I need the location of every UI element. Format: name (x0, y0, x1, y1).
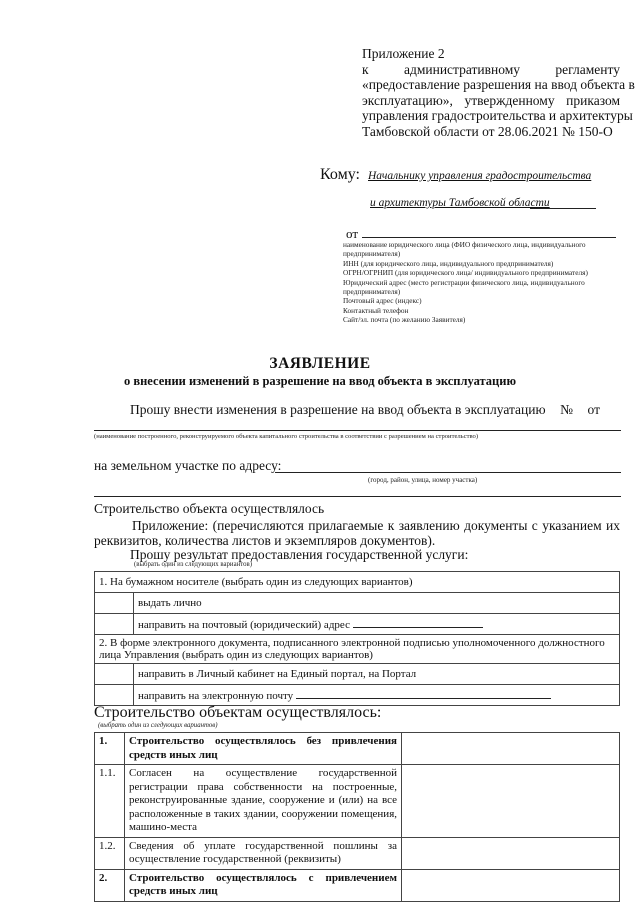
table-row (95, 572, 620, 593)
objects-row-number: 1.1. (95, 765, 125, 838)
recipient-value-line2[interactable]: и архитектуры Тамбовской области (370, 197, 550, 209)
table-row[interactable] (95, 685, 620, 706)
sender-hints (343, 240, 616, 325)
annex-word: эксплуатацию», (362, 92, 453, 108)
result-checkbox[interactable] (95, 593, 134, 614)
sender-field[interactable] (362, 237, 616, 238)
table-row[interactable] (95, 733, 620, 765)
annex-word: утвержденному (464, 92, 555, 108)
table-row[interactable] (95, 869, 620, 901)
result-option-label: направить на электронную почту (138, 689, 294, 702)
request-line (130, 402, 600, 418)
table-row[interactable] (95, 614, 620, 635)
objects-row-text: Строительство осуществлялось с привлечением средств иных лиц (125, 869, 402, 901)
request-number-label: № (560, 402, 573, 417)
annex-line: Тамбовской области от 28.06.2021 № 150-О (362, 123, 613, 139)
annex-line (362, 62, 620, 78)
land-address-hint: (город, район, улица, номер участка) (368, 476, 478, 484)
annex-word: приказом (566, 92, 620, 108)
request-text: Прошу внести изменения в разрешение на ввод объекта в эксплуатацию (130, 402, 546, 417)
result-option-label: направить на почтовый (юридический) адрес (138, 618, 350, 631)
request-date-label: от (587, 402, 600, 417)
result-label: Прошу результат предоставления государственной услуги: (130, 547, 469, 562)
objects-row-number: 1. (95, 733, 125, 765)
result-option-label: выдать лично (134, 593, 620, 614)
objects-row-text: Сведения об уплате государственной пошлины за осуществление государственной (реквизиты) (125, 837, 402, 869)
result-hint: (выбрать один из следующих вариантов) (134, 561, 252, 568)
objects-row-text: Согласен на осуществление государственной регистрации права собственности на построенные, реконструированные здание, сооружение и (или) на все расположенные в таких здании, сооружении помещения, машино-места (125, 765, 402, 838)
recipient-label: Кому: (320, 166, 360, 183)
email-field[interactable] (296, 689, 551, 699)
table-row[interactable] (95, 837, 620, 869)
annex-word: административному (403, 61, 521, 77)
annex-line (362, 93, 620, 109)
construction-text: Строительство объекта осуществлялось (94, 501, 325, 516)
sender-hint: ИНН (для юридического лица, индивидуального предпринимателя) (343, 258, 554, 268)
table-row[interactable] (95, 593, 620, 614)
table-row[interactable] (95, 664, 620, 685)
sender-label: от (346, 226, 359, 241)
annex-word: регламенту (555, 61, 620, 77)
annex-line: «предоставление разрешения на ввод объекта в (362, 77, 635, 92)
divider-line (94, 496, 621, 497)
result-options-table (94, 571, 620, 706)
result-checkbox[interactable] (95, 685, 134, 706)
objects-row-mark[interactable] (402, 869, 620, 901)
sender-hint: Почтовый адрес (индекс) (343, 296, 422, 306)
recipient-value-line1[interactable]: Начальнику управления градостроительства (368, 170, 592, 182)
object-name-field[interactable] (94, 430, 621, 431)
objects-row-number: 1.2. (95, 837, 125, 869)
annex-block (362, 46, 635, 139)
postal-address-field[interactable] (353, 618, 483, 628)
sender-hint: Контактный телефон (343, 305, 409, 315)
result-section-header: 2. В форме электронного документа, подписанного электронной подписью уполномоченного должностного лица Управления (выбрать один из следующих вариантов) (95, 635, 620, 664)
objects-label: Строительство объектам осуществлялось: (94, 704, 382, 721)
land-address-field[interactable] (275, 472, 621, 473)
objects-row-number: 2. (95, 869, 125, 901)
objects-row-mark[interactable] (402, 733, 620, 765)
result-section-header: 1. На бумажном носителе (выбрать один из следующих вариантов) (95, 572, 620, 593)
recipient-underline (530, 208, 596, 209)
sender-hint: наименование юридического лица (ФИО физического лица, индивидуального предпринимателя) (343, 240, 586, 259)
objects-table (94, 732, 620, 902)
result-option-cell (134, 614, 620, 635)
table-row[interactable] (95, 765, 620, 838)
annex-word: к (362, 61, 369, 77)
objects-row-mark[interactable] (402, 837, 620, 869)
result-checkbox[interactable] (95, 614, 134, 635)
objects-hint: (выбрать один из следующих вариантов) (98, 722, 218, 729)
land-label: на земельном участке по адресу: (94, 458, 282, 473)
objects-row-text: Строительство осуществлялось без привлечения средств иных лиц (125, 733, 402, 765)
sender-hint: Сайт/эл. почта (по желанию Заявителя) (343, 315, 466, 325)
attachment-text: Приложение: (перечисляются прилагаемые к заявлению документы с указанием их реквизитов, количества листов и экземпляров документов). (94, 518, 620, 548)
sender-hint: ОГРН/ОГРНИП (для юридического лица/ индивидуального предпринимателя) (343, 268, 588, 278)
result-option-cell (134, 685, 620, 706)
annex-line: управления градостроительства и архитектуры (362, 108, 633, 123)
object-name-hint: (наименование построенного, реконструируемого объекта капитального строительства в соответствии с разрешением на строительство) (94, 433, 479, 440)
objects-row-mark[interactable] (402, 765, 620, 838)
result-checkbox[interactable] (95, 664, 134, 685)
annex-line: Приложение 2 (362, 46, 445, 61)
result-option-label: направить в Личный кабинет на Единый портал, на Портал (134, 664, 620, 685)
document-subtitle: о внесении изменений в разрешение на ввод объекта в эксплуатацию (123, 374, 517, 388)
document-title: ЗАЯВЛЕНИЕ (269, 355, 371, 372)
table-row (95, 635, 620, 664)
sender-hint: Юридический адрес (место регистрации физического лица, индивидуального предпринимателя) (343, 277, 585, 297)
